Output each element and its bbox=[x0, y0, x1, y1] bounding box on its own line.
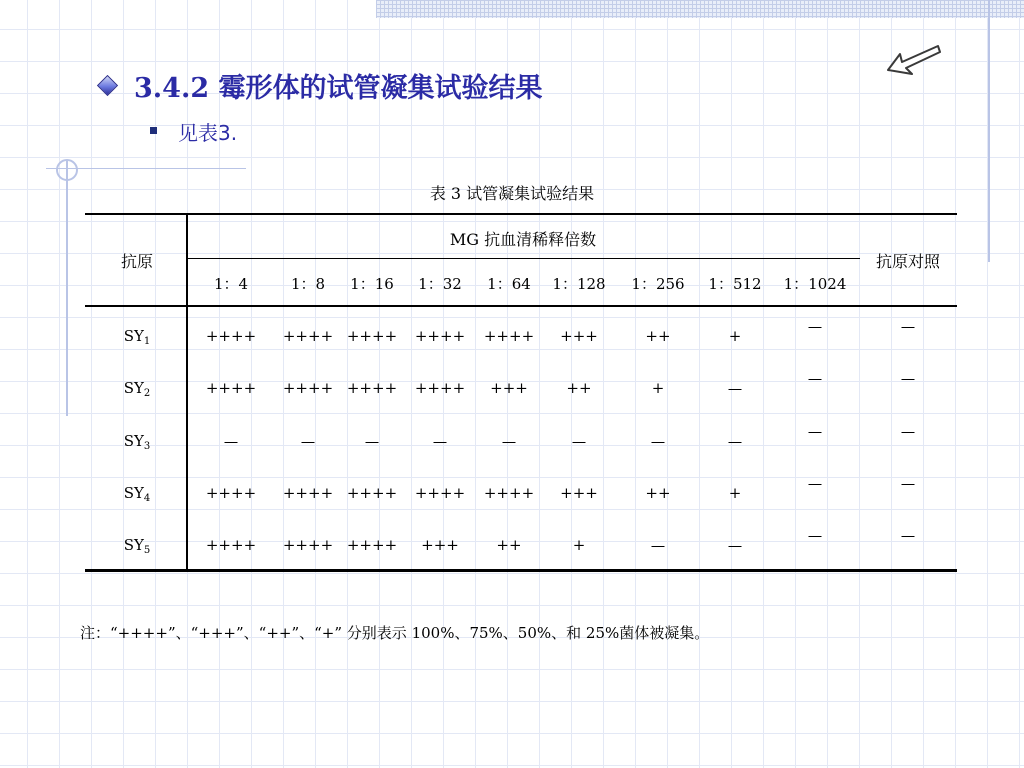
agglutination-result: ++++ bbox=[483, 327, 535, 345]
diamond-bullet-icon bbox=[97, 75, 118, 96]
agglutination-result: +++ bbox=[560, 327, 598, 345]
antigen-name: $SY_1$ bbox=[123, 327, 151, 347]
top-decorative-band bbox=[376, 0, 1024, 18]
dilution-header: 1：8 bbox=[290, 275, 326, 293]
negative-result-mark bbox=[809, 327, 822, 328]
square-bullet-icon bbox=[150, 127, 157, 134]
agglutination-result: ++++ bbox=[205, 484, 257, 502]
dilution-header: 1：16 bbox=[350, 275, 394, 293]
agglutination-result: ++ bbox=[496, 536, 522, 554]
table-caption: 表 3 试管凝集试验结果 bbox=[429, 184, 595, 203]
dilution-header: 1：128 bbox=[552, 275, 606, 293]
negative-result-mark bbox=[366, 442, 379, 443]
agglutination-result: +++ bbox=[560, 484, 598, 502]
results-table bbox=[85, 213, 957, 573]
header-bottom-rule bbox=[85, 305, 957, 307]
agglutination-result: ++++ bbox=[346, 379, 398, 397]
negative-result-mark bbox=[729, 442, 742, 443]
table-bottom-rule bbox=[85, 569, 957, 572]
negative-result-mark bbox=[902, 327, 915, 328]
right-decorative-rule bbox=[988, 0, 990, 262]
dilution-group-header: MG 抗血清稀释倍数 bbox=[449, 230, 597, 249]
agglutination-result: ++++ bbox=[414, 484, 466, 502]
antigen-name: $SY_3$ bbox=[123, 432, 151, 452]
agglutination-result: ++++ bbox=[205, 327, 257, 345]
negative-result-mark bbox=[652, 442, 665, 443]
hand-pointer-arrow-icon bbox=[884, 40, 944, 80]
bullet-text: 见表3. bbox=[178, 121, 238, 145]
negative-result-mark bbox=[225, 442, 238, 443]
negative-result-mark bbox=[809, 432, 822, 433]
agglutination-result: +++ bbox=[490, 379, 528, 397]
dilution-header: 1：4 bbox=[213, 275, 249, 293]
negative-result-mark bbox=[503, 442, 516, 443]
agglutination-result: ++++ bbox=[483, 484, 535, 502]
agglutination-result: ++ bbox=[645, 327, 671, 345]
negative-result-mark bbox=[573, 442, 586, 443]
agglutination-result: + bbox=[728, 327, 742, 345]
agglutination-result: ++++ bbox=[414, 379, 466, 397]
negative-result-mark bbox=[902, 379, 915, 380]
dilution-header: 1：256 bbox=[631, 275, 685, 293]
antigen-name: $SY_4$ bbox=[123, 484, 151, 504]
agglutination-result: ++++ bbox=[205, 379, 257, 397]
antigen-column-divider bbox=[186, 213, 188, 571]
table-top-rule bbox=[85, 213, 957, 215]
circle-decoration-icon bbox=[56, 159, 78, 181]
antigen-name: $SY_5$ bbox=[123, 536, 151, 556]
agglutination-result: ++ bbox=[645, 484, 671, 502]
dilution-header: 1：1024 bbox=[783, 275, 847, 293]
agglutination-result: ++++ bbox=[205, 536, 257, 554]
table-footnote: 注：“++++”、“+++”、“++”、“+” 分别表示 100%、75%、50%、和 25%菌体被凝集。 bbox=[80, 624, 710, 642]
dilution-header: 1：64 bbox=[487, 275, 531, 293]
control-header: 抗原对照 bbox=[875, 252, 941, 271]
agglutination-result: + bbox=[572, 536, 586, 554]
negative-result-mark bbox=[729, 546, 742, 547]
agglutination-result: ++++ bbox=[346, 536, 398, 554]
dilution-header: 1：32 bbox=[418, 275, 462, 293]
negative-result-mark bbox=[902, 536, 915, 537]
agglutination-result: ++ bbox=[566, 379, 592, 397]
agglutination-result: + bbox=[728, 484, 742, 502]
agglutination-result: ++++ bbox=[346, 327, 398, 345]
negative-result-mark bbox=[652, 546, 665, 547]
group-header-rule bbox=[188, 258, 860, 259]
negative-result-mark bbox=[809, 536, 822, 537]
agglutination-result: ++++ bbox=[414, 327, 466, 345]
agglutination-result: ++++ bbox=[282, 484, 334, 502]
agglutination-result: ++++ bbox=[282, 536, 334, 554]
agglutination-result: + bbox=[651, 379, 665, 397]
agglutination-result: ++++ bbox=[282, 379, 334, 397]
antigen-name: $SY_2$ bbox=[123, 379, 151, 399]
agglutination-result: +++ bbox=[421, 536, 459, 554]
negative-result-mark bbox=[902, 484, 915, 485]
negative-result-mark bbox=[809, 379, 822, 380]
agglutination-result: ++++ bbox=[346, 484, 398, 502]
agglutination-result: ++++ bbox=[282, 327, 334, 345]
negative-result-mark bbox=[434, 442, 447, 443]
negative-result-mark bbox=[809, 484, 822, 485]
negative-result-mark bbox=[902, 432, 915, 433]
negative-result-mark bbox=[302, 442, 315, 443]
antigen-header: 抗原 bbox=[120, 252, 154, 271]
dilution-header: 1：512 bbox=[708, 275, 762, 293]
negative-result-mark bbox=[729, 389, 742, 390]
slide-title: 3.4.2 霉形体的试管凝集试验结果 bbox=[134, 73, 543, 104]
